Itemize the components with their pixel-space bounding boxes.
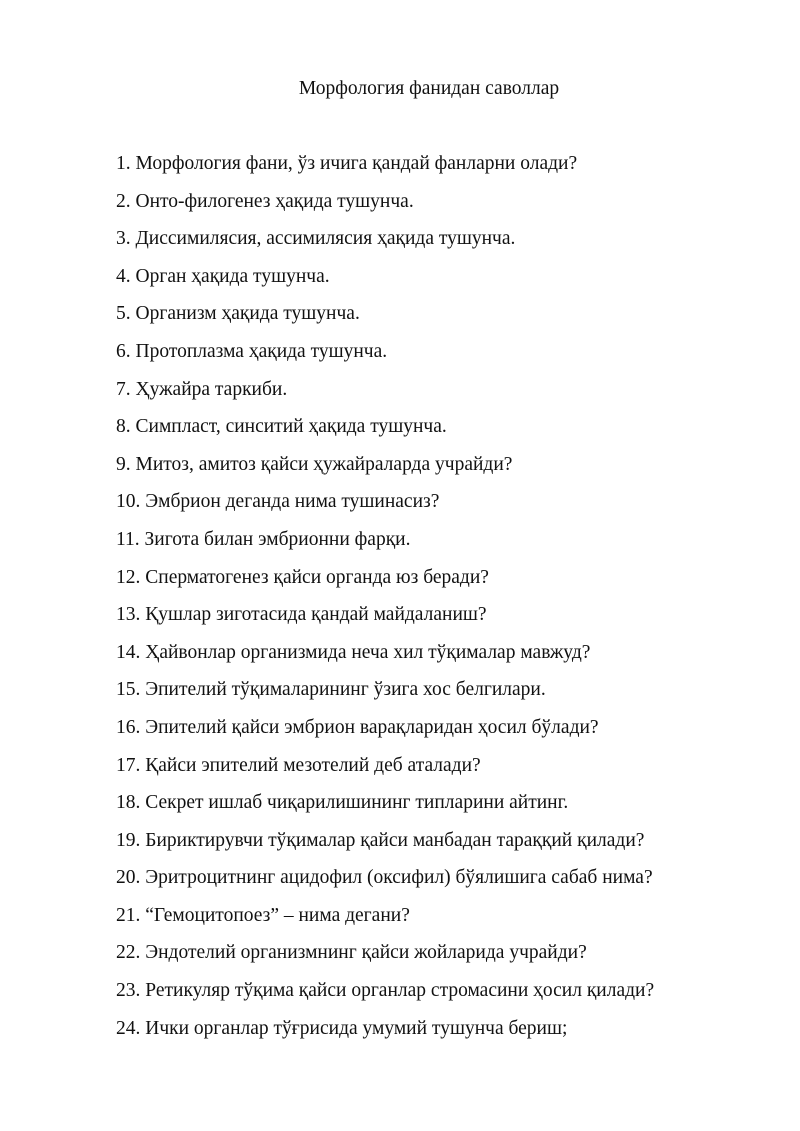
question-item: 6. Протоплазма ҳақида тушунча.: [116, 340, 388, 362]
question-item: 9. Митоз, амитоз қайси ҳужайраларда учрайди?: [116, 453, 513, 475]
question-item: 23. Ретикуляр тўқима қайси органлар стромасини ҳосил қилади?: [116, 980, 655, 1002]
question-item: 16. Эпителий қайси эмбрион варақларидан ҳосил бўлади?: [116, 716, 599, 738]
question-item: 10. Эмбрион деганда нима тушинасиз?: [116, 491, 440, 513]
question-item: 14. Ҳайвонлар организмида неча хил тўқималар мавжуд?: [116, 641, 591, 663]
question-item: 19. Бириктирувчи тўқималар қайси манбадан тараққий қилади?: [116, 829, 645, 851]
page-title: Морфология фанидан саволлар: [298, 78, 560, 99]
question-item: 18. Секрет ишлаб чиқарилишининг типларини айтинг.: [116, 792, 569, 814]
question-item: 21. “Гемоцитопоез” – нима дегани?: [116, 904, 410, 926]
question-item: 1. Морфология фани, ўз ичига қандай фанларни олади?: [116, 153, 578, 174]
question-list: [116, 152, 654, 1054]
question-item: 24. Ички органлар тўғрисида умумий тушунча бериш;: [116, 1017, 568, 1039]
question-item: 2. Онто-филогенез ҳақида тушунча.: [116, 190, 414, 212]
question-item: 15. Эпителий тўқималарининг ўзига хос белгилари.: [116, 679, 546, 701]
question-item: 13. Қушлар зиготасида қандай майдаланиш?: [116, 604, 487, 626]
question-item: 4. Орган ҳақида тушунча.: [116, 265, 330, 287]
question-item: 12. Сперматогенез қайси органда юз беради?: [116, 566, 489, 588]
question-item: 7. Ҳужайра таркиби.: [116, 378, 288, 400]
question-item: 8. Симпласт, синситий ҳақида тушунча.: [116, 416, 447, 438]
question-item: 11. Зигота билан эмбрионни фарқи.: [116, 528, 411, 550]
question-item: 20. Эритроцитнинг ацидофил (оксифил) бўялишига сабаб нима?: [116, 867, 653, 889]
question-item: 17. Қайси эпителий мезотелий деб аталади?: [116, 754, 481, 776]
question-item: 22. Эндотелий организмнинг қайси жойларида учрайди?: [116, 942, 587, 964]
question-item: 5. Организм ҳақида тушунча.: [116, 303, 360, 325]
question-item: 3. Диссимилясия, ассимилясия ҳақида тушунча.: [116, 228, 516, 250]
